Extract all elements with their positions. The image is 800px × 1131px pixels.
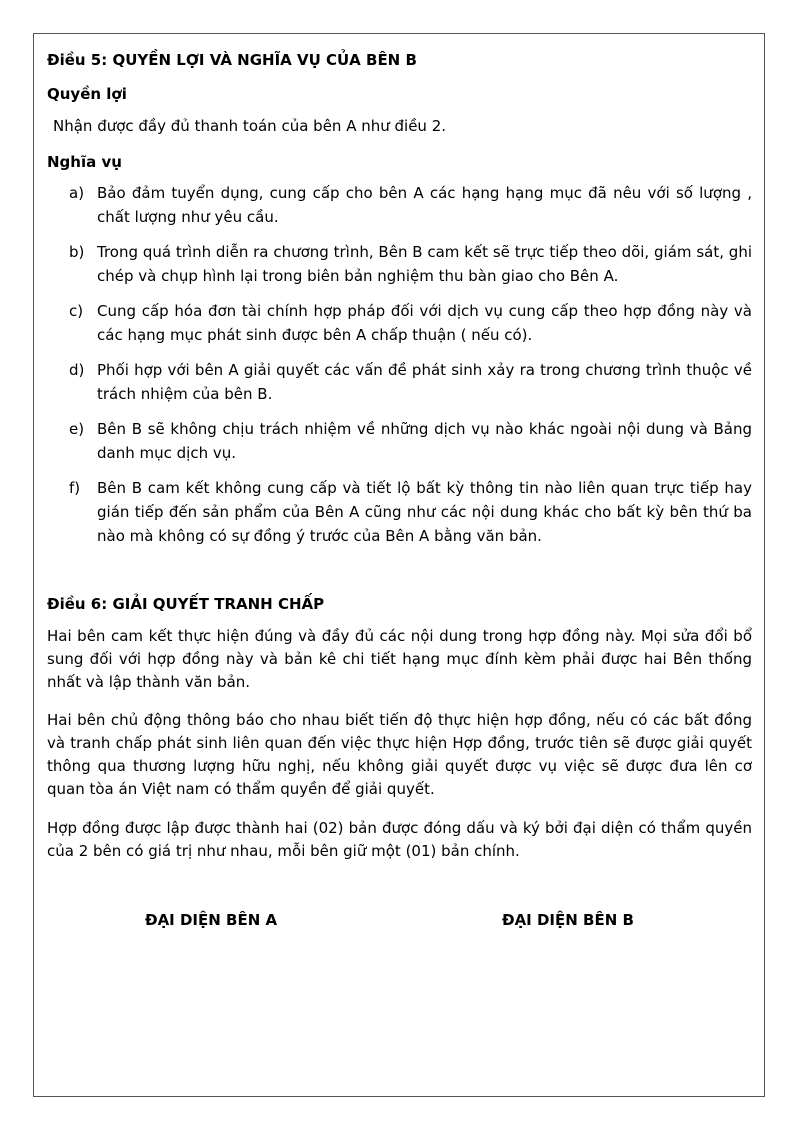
list-item-text: Phối hợp với bên A giải quyết các vấn đề phát sinh xảy ra trong chương trình thuộc về trách nhiệm của bên B. [97, 361, 752, 403]
article5-title: Điều 5: QUYỀN LỢI VÀ NGHĨA VỤ CỦA BÊN B [47, 51, 417, 69]
list-item-text: Trong quá trình diễn ra chương trình, Bên B cam kết sẽ trực tiếp theo dõi, giám sát, ghi chép và chụp hình lại trong biên bản nghiệm thu bàn giao cho Bên A. [97, 243, 752, 285]
obligations-heading: Nghĩa vụ [47, 153, 122, 171]
list-marker: a) [69, 184, 85, 202]
list-item-text: Bên B cam kết không cung cấp và tiết lộ bất kỳ thông tin nào liên quan trực tiếp hay gián tiếp đến sản phẩm của Bên A cũng như các nội dung khác cho bất kỳ bên thứ ba nào mà không có sự đồng ý trước của Bên A bằng văn bản. [97, 479, 752, 545]
article6-title: Điều 6: GIẢI QUYẾT TRANH CHẤP [47, 595, 325, 613]
article6-paragraph-1: Hai bên cam kết thực hiện đúng và đầy đủ các nội dung trong hợp đồng này. Mọi sửa đổi bổ sung đối với hợp đồng này và bản kê chi tiết hạng mục đính kèm phải được hai Bên thống nhất và lập thành văn bản. [47, 627, 752, 691]
signature-party-a: ĐẠI DIỆN BÊN A [145, 911, 278, 929]
rights-text: Nhận được đầy đủ thanh toán của bên A như điều 2. [53, 117, 447, 135]
list-marker: b) [69, 243, 85, 261]
signature-party-b: ĐẠI DIỆN BÊN B [502, 911, 634, 929]
list-item-text: Bên B sẽ không chịu trách nhiệm về những dịch vụ nào khác ngoài nội dung và Bảng danh mục dịch vụ. [97, 420, 752, 462]
list-marker: f) [69, 479, 81, 497]
list-item-text: Cung cấp hóa đơn tài chính hợp pháp đối với dịch vụ cung cấp theo hợp đồng này và các hạng mục phát sinh được bên A chấp thuận ( nếu có). [97, 302, 752, 344]
list-marker: c) [69, 302, 84, 320]
rights-heading: Quyền lợi [47, 85, 127, 103]
list-marker: e) [69, 420, 85, 438]
list-marker: d) [69, 361, 85, 379]
article6-paragraph-3: Hợp đồng được lập được thành hai (02) bản được đóng dấu và ký bởi đại diện có thẩm quyền của 2 bên có giá trị như nhau, mỗi bên giữ một (01) bản chính. [47, 819, 752, 860]
article6-paragraph-2: Hai bên chủ động thông báo cho nhau biết tiến độ thực hiện hợp đồng, nếu có các bất đồng và tranh chấp phát sinh liên quan đến việc thực hiện Hợp đồng, trước tiên sẽ được giải quyết thông qua thương lượng hữu nghị, nếu không giải quyết được vụ việc sẽ được đưa lên cơ quan tòa án Việt nam có thẩm quyền để giải quyết. [47, 711, 752, 798]
list-item-text: Bảo đảm tuyển dụng, cung cấp cho bên A các hạng hạng mục đã nêu với số lượng , chất lượng như yêu cầu. [97, 184, 752, 226]
